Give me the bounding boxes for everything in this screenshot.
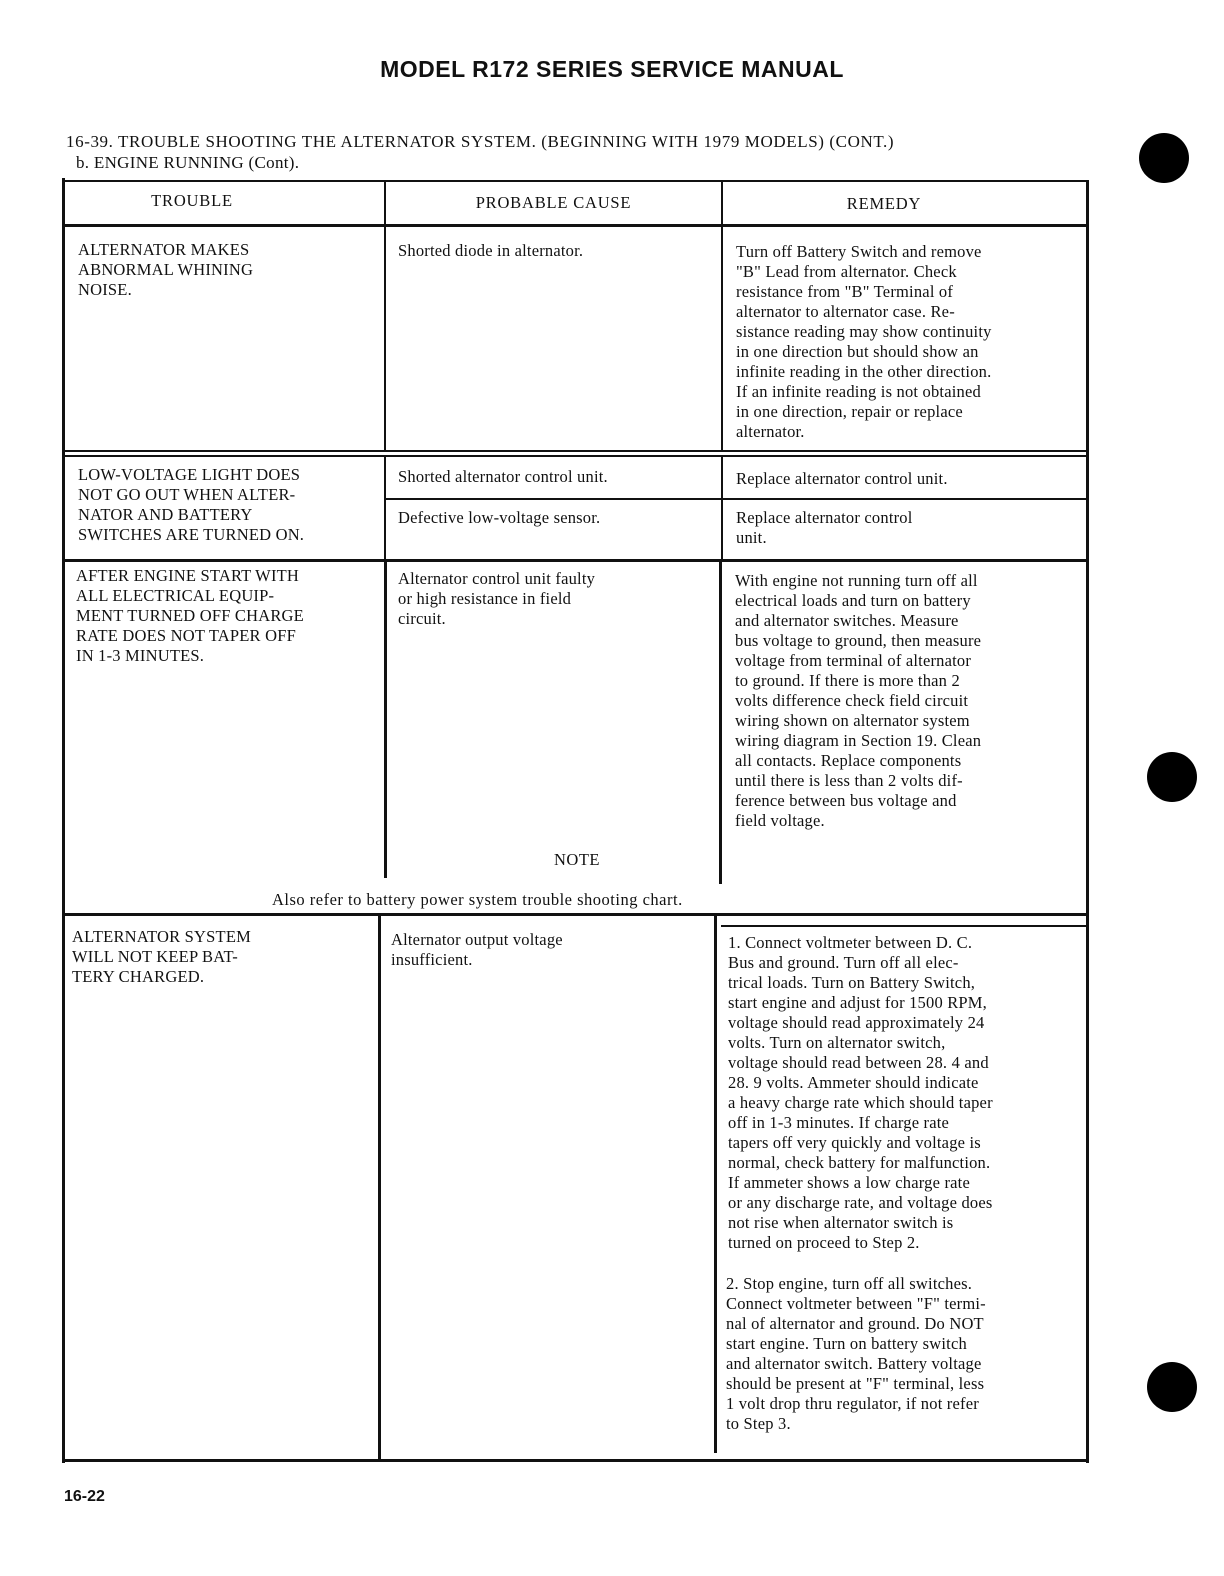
binder-hole-top xyxy=(1139,133,1189,183)
row3-divider-1 xyxy=(384,562,387,878)
row2-remedy-2: Replace alternator control unit. xyxy=(736,508,913,547)
row1-cause: Shorted diode in alternator. xyxy=(398,241,584,260)
binder-hole-bottom xyxy=(1147,1362,1197,1412)
table-border-top xyxy=(62,180,1089,182)
note-label: NOTE xyxy=(554,850,600,869)
row3-divider-2 xyxy=(719,562,722,884)
row1-bottom-rule xyxy=(62,450,1089,452)
header-bottom-rule xyxy=(62,224,1089,227)
page-number: 16-22 xyxy=(64,1488,105,1505)
row1-remedy: Turn off Battery Switch and remove "B" Lead from alternator. Check resistance from "B" Terminal of alternator to alternator case. Re- sistance reading may show continuity in one direction but should show an infinite reading in the other direction. If an infinite reading is not obtained in one direction, repair or replace alternator. xyxy=(736,242,992,441)
row2-cause-2: Defective low-voltage sensor. xyxy=(398,508,601,527)
row4-remedy-step2: 2. Stop engine, turn off all switches. Connect voltmeter between "F" termi- nal of alternator and ground. Do NOT start engine. Turn on battery switch and alternator switch. Battery voltage should be present at "F" terminal, less 1 volt drop thru regulator, if not refer to Step 3. xyxy=(726,1274,986,1433)
row3-trouble: AFTER ENGINE START WITH ALL ELECTRICAL EQUIP- MENT TURNED OFF CHARGE RATE DOES NOT TAPER OFF IN 1-3 MINUTES. xyxy=(76,566,304,665)
row2-cause-1: Shorted alternator control unit. xyxy=(398,467,608,486)
header-remedy: REMEDY xyxy=(846,194,922,213)
row4-top-rule-right xyxy=(721,925,1089,927)
row4-trouble: ALTERNATOR SYSTEM WILL NOT KEEP BAT- TERY CHARGED. xyxy=(72,927,251,986)
row1-divider-1 xyxy=(384,227,386,452)
table-border-bottom xyxy=(62,1459,1089,1462)
row2-bottom-rule xyxy=(62,559,1089,562)
binder-hole-middle xyxy=(1147,752,1197,802)
row3-remedy: With engine not running turn off all electrical loads and turn on battery and alternator switches. Measure bus voltage to ground, then measure voltage from terminal of alternator to ground. If there is more than 2 volts difference check field circuit wiring shown on alternator system wiring diagram in Section 19. Clean all contacts. Replace components until there is less than 2 volts dif- ference between bus voltage and field voltage. xyxy=(735,571,982,830)
row2-remedy-1: Replace alternator control unit. xyxy=(736,469,948,488)
row2-divider-1 xyxy=(384,455,386,561)
table-border-right xyxy=(1086,180,1089,1463)
note-text: Also refer to battery power system trouble shooting chart. xyxy=(272,890,683,909)
row4-divider-2 xyxy=(714,916,717,1453)
section-heading: 16-39. TROUBLE SHOOTING THE ALTERNATOR SYSTEM. (BEGINNING WITH 1979 MODELS) (CONT.) xyxy=(66,132,895,151)
page-title: MODEL R172 SERIES SERVICE MANUAL xyxy=(380,56,844,82)
row4-top-rule xyxy=(62,913,1089,916)
subheading: b. ENGINE RUNNING (Cont). xyxy=(76,153,300,172)
row1-trouble: ALTERNATOR MAKES ABNORMAL WHINING NOISE. xyxy=(78,240,254,299)
table-border-left xyxy=(62,178,65,1463)
row4-cause: Alternator output voltage insufficient. xyxy=(391,930,563,969)
row2-divider-2 xyxy=(721,455,723,561)
row4-divider-1 xyxy=(378,916,381,1461)
header-trouble: TROUBLE xyxy=(151,191,233,210)
row2-top-rule xyxy=(62,455,1089,457)
row4-remedy-step1: 1. Connect voltmeter between D. C. Bus and ground. Turn off all elec- trical loads. Turn on Battery Switch, start engine and adjust for 1500 RPM, voltage should read approximately 24 volts. Turn on alternator switch, voltage should read between 28. 4 and 28. 9 volts. Ammeter should indicate a heavy charge rate which should taper off in 1-3 minutes. If charge rate tapers off very quickly and voltage is normal, check battery for malfunction. If ammeter shows a low charge rate or any discharge rate, and voltage does not rise when alternator switch is turned on proceed to Step 2. xyxy=(728,933,993,1252)
row1-divider-2 xyxy=(721,227,723,452)
row3-cause: Alternator control unit faulty or high resistance in field circuit. xyxy=(398,569,596,628)
row2-sub-rule xyxy=(384,498,1089,500)
row2-trouble: LOW-VOLTAGE LIGHT DOES NOT GO OUT WHEN ALTER- NATOR AND BATTERY SWITCHES ARE TURNED ON. xyxy=(78,465,305,544)
header-probable-cause: PROBABLE CAUSE xyxy=(475,193,632,212)
